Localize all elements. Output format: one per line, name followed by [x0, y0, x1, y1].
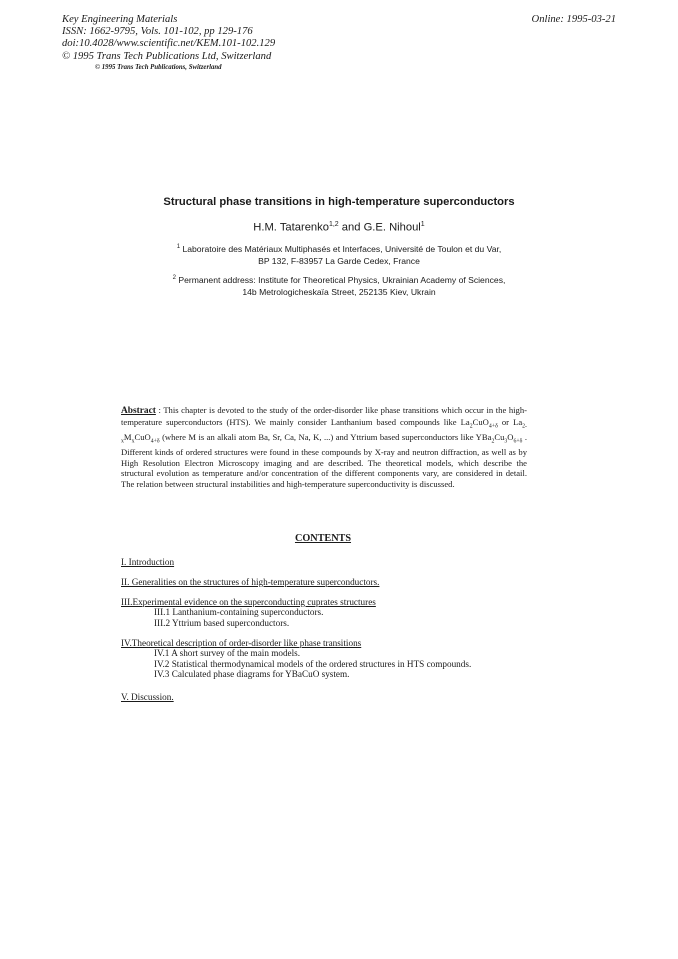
author-line [0, 221, 678, 234]
issn-line: ISSN: 1662-9795, Vols. 101-102, pp 129-176 [62, 26, 253, 38]
abstract-separator: : [155, 405, 164, 415]
toc-subentry: IV.1 A short survey of the main models. [154, 648, 301, 659]
affiliation-line: BP 132, F-83957 La Garde Cedex, France [258, 255, 420, 266]
formula-text: M [123, 431, 132, 442]
affiliation-mark: 1 [176, 244, 181, 250]
affiliation-line: Laboratoire des Matériaux Multiphasés et Interfaces, Université de Toulon et du Var, [180, 243, 502, 254]
abstract-text: This chapter is devoted to the study of the order-disorder like phase transitions which occur in the high-temperature superconductors (HTS). We mainly consider Lanthanium based compounds like La [121, 405, 527, 427]
affiliation-mark: 2 [172, 275, 176, 281]
toc-section [121, 557, 591, 567]
abstract-label: Abstract [121, 406, 156, 416]
formula-subscript: 3 [504, 438, 508, 445]
author-affiliation-mark: 1,2 [328, 221, 339, 228]
affiliation-2 [0, 272, 678, 298]
abstract-paragraph [121, 405, 527, 490]
online-date: Online: 1995-03-21 [531, 14, 616, 25]
abstract-text: (where M is an alkali atom Ba, Sr, Ca, Na, K, ...) and Yttrium based superconductors like YBa [159, 431, 492, 442]
author-affiliation-mark: 1 [420, 221, 425, 228]
toc-subentry: IV.3 Calculated phase diagrams for YBaCuO system. [154, 669, 350, 680]
affiliation-line: 14b Metrologicheskaïa Street, 252135 Kiev, Ukrain [242, 286, 436, 297]
toc-entry: I. Introduction [121, 557, 175, 567]
journal-name: Key Engineering Materials [62, 14, 178, 25]
formula-subscript: 6+δ [513, 438, 523, 445]
toc-entry: III.Experimental evidence on the superconducting cuprates structures [121, 597, 376, 607]
formula-subscript: 2 [491, 438, 495, 445]
abstract-text: . Different kinds of ordered structures were found in these compounds by X-ray and neutron diffraction, as well as by High Resolution Electron Microscopy imaging and are described. The theoretical models, which describe the structural evolution as temperature and/or concentration of the different components vary, are considered in detail. The relation between structural instabilities and high-temperature superconductivity is discussed. [121, 431, 527, 489]
toc-section [121, 692, 591, 702]
toc-entry: II. Generalities on the structures of high-temperature superconductors. [121, 577, 380, 587]
formula-text: CuO [472, 416, 489, 427]
affiliation-line: Permanent address: Institute for Theoretical Physics, Ukrainian Academy of Sciences, [175, 274, 506, 285]
toc-section [121, 577, 591, 587]
formula-text: O [507, 431, 514, 442]
toc-entry: IV.Theoretical description of order-disorder like phase transitions [121, 638, 362, 648]
author-name: G.E. Nihoul [363, 221, 421, 234]
formula-subscript: 2 [469, 423, 473, 430]
author-conjunction: and [338, 221, 364, 234]
copyright-line: © 1995 Trans Tech Publications Ltd, Switzerland [62, 50, 272, 62]
paper-title: Structural phase transitions in high-temperature superconductors [163, 196, 515, 208]
author-name: H.M. Tatarenko [253, 221, 329, 234]
formula-subscript: x [131, 438, 135, 445]
toc-subentry: III.1 Lanthanium-containing superconductors. [154, 607, 324, 618]
citation-header [62, 14, 275, 63]
formula-subscript: 2-x [121, 423, 527, 445]
abstract-text: or La [497, 416, 523, 427]
affiliation-1 [0, 241, 678, 267]
toc-section [121, 597, 591, 628]
formula-subscript: 4+δ [150, 438, 160, 445]
toc-entry: V. Discussion. [121, 692, 174, 702]
formula-text: CuO [134, 431, 151, 442]
contents-heading: CONTENTS [294, 533, 352, 544]
toc-subentry: III.2 Yttrium based superconductors. [154, 617, 290, 628]
formula-text: Cu [494, 431, 505, 442]
toc-subentry: IV.2 Statistical thermodynamical models of the ordered structures in HTS compounds. [154, 658, 472, 669]
toc-section [121, 638, 591, 680]
formula-subscript: 4+δ [488, 423, 498, 430]
publisher-stamp: © 1995 Trans Tech Publications, Switzerland [95, 64, 222, 71]
doi-line: doi:10.4028/www.scientific.net/KEM.101-102.129 [62, 38, 276, 50]
